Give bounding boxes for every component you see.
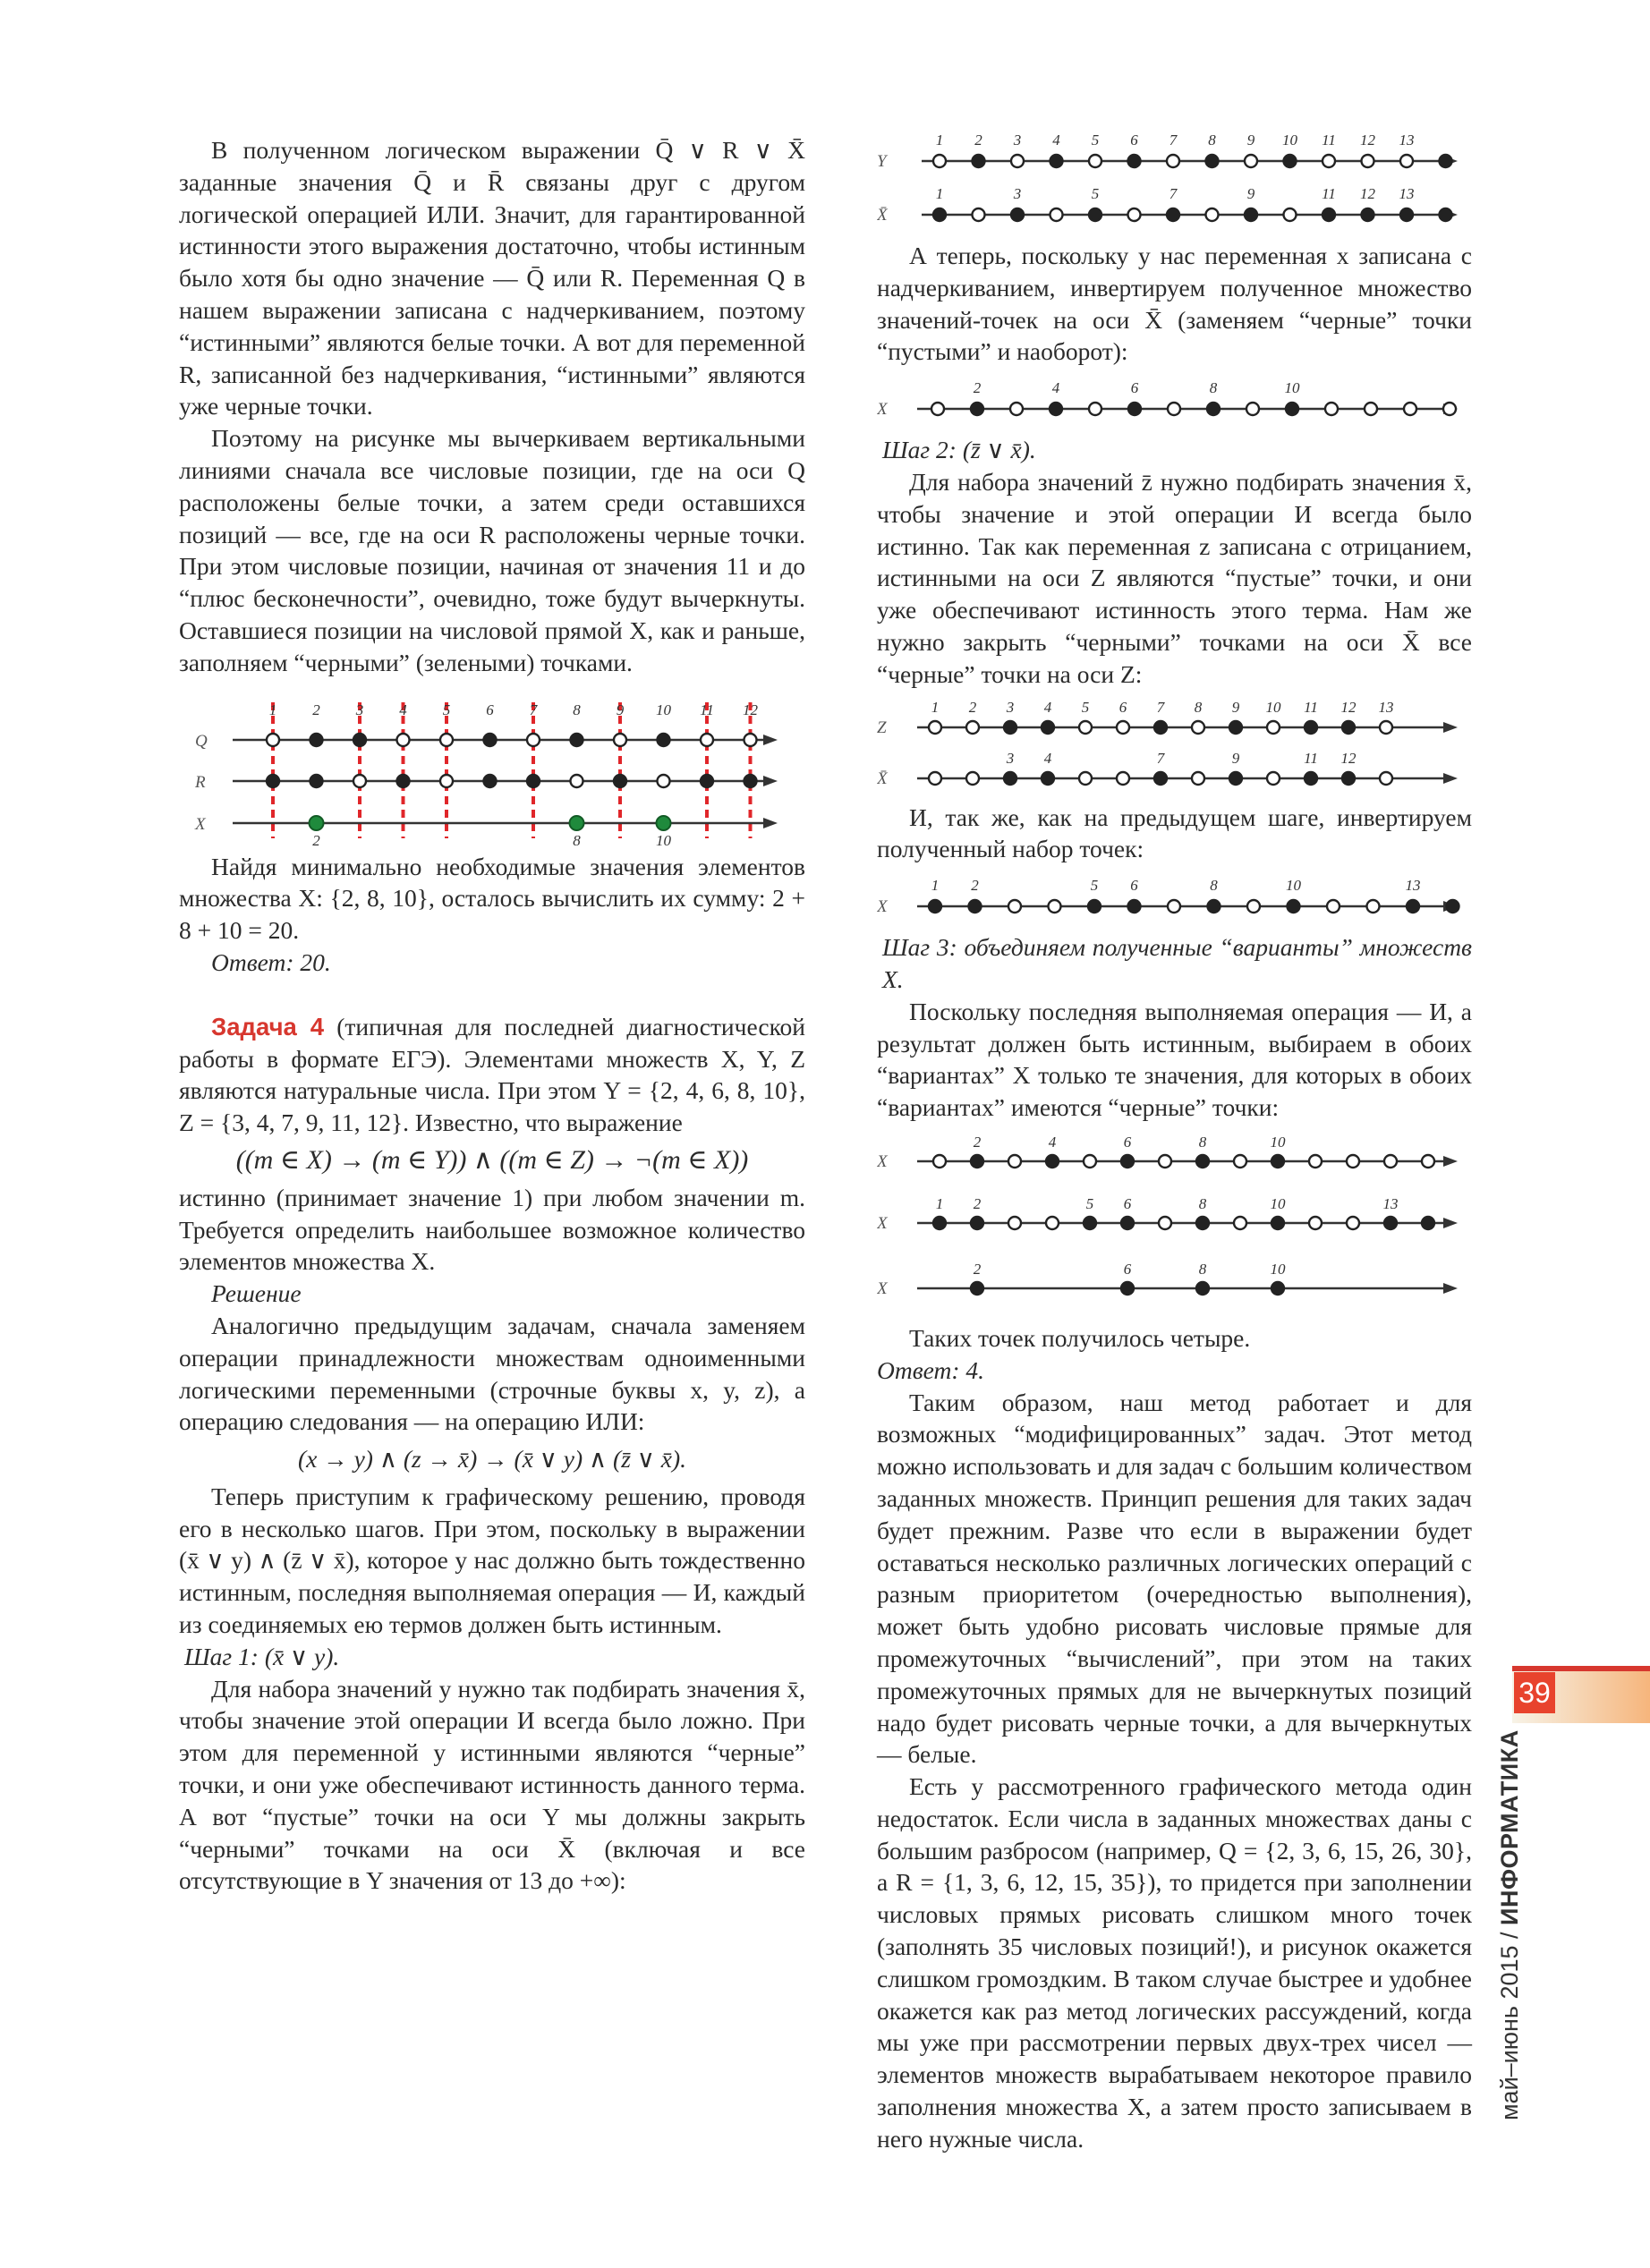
filled-dot — [1229, 721, 1242, 734]
paragraph: В полученном логическом выражении Q̄ ∨ R ∨ X̄ заданные значения Q̄ и R̄ связаны друг с другом логической операцией ИЛИ. Значит, для гарантированной истинности этого выражения достаточно, чтобы истинным было хотя бы одно значение — Q̄ или R. Переменная Q в нашем выражении записана с надчеркиванием, поэтому “истинными” являются белые точки. А вот для переменной R, записанной без надчеркивания, “истинными” являются уже черные точки. — [179, 136, 805, 420]
axis-label: X̄ — [877, 206, 888, 225]
filled-dot — [1305, 721, 1317, 734]
tick-label: 10 — [1270, 1133, 1286, 1151]
paragraph: истинно (принимает значение 1) при любом значении m. Требуется определить наибольшее возможное количество элементов множества X. — [179, 1183, 805, 1276]
tick-label: 11 — [1304, 698, 1318, 716]
filled-dot — [744, 775, 757, 787]
filled-dot — [1196, 1155, 1209, 1168]
filled-dot — [527, 775, 540, 787]
axis-label: Y — [877, 152, 887, 171]
tick-label: 3 — [1013, 132, 1022, 149]
tick-label: 13 — [1399, 132, 1415, 149]
number-line-figure-union — [877, 1129, 1472, 1317]
empty-dot — [1284, 208, 1297, 221]
answer: Ответ: 20. — [211, 947, 331, 976]
filled-dot — [1400, 208, 1413, 221]
empty-dot — [1267, 721, 1280, 734]
tick-label: 3 — [1006, 749, 1015, 767]
filled-dot — [353, 734, 366, 746]
tick-label: 13 — [1399, 185, 1415, 202]
tick-label: 9 — [1246, 132, 1255, 149]
tick-label: 5 — [442, 701, 451, 718]
empty-dot — [1384, 1155, 1397, 1168]
filled-dot — [484, 775, 497, 787]
empty-dot — [1325, 403, 1338, 415]
green-dot — [310, 816, 324, 830]
empty-dot — [933, 155, 946, 167]
empty-dot — [966, 721, 979, 734]
tick-label: 4 — [1043, 749, 1052, 767]
filled-dot — [614, 775, 626, 787]
empty-dot — [1192, 721, 1204, 734]
number-line-figure-x-inverted — [877, 373, 1472, 429]
axis-label: R — [195, 772, 206, 792]
empty-dot — [1049, 900, 1061, 913]
filled-dot — [1440, 208, 1452, 221]
tick-label: 1 — [931, 877, 940, 895]
filled-dot — [1422, 1217, 1434, 1229]
tick-label: 8 — [573, 831, 581, 845]
green-dot — [657, 816, 671, 830]
filled-dot — [1121, 1217, 1134, 1229]
tick-label: 8 — [1198, 1133, 1207, 1151]
tick-label: 1 — [935, 1194, 944, 1212]
filled-dot — [1208, 900, 1220, 913]
tick-label: 8 — [1210, 877, 1218, 895]
axis-arrow — [1443, 773, 1458, 784]
tick-label: 9 — [616, 701, 625, 718]
empty-dot — [1380, 721, 1392, 734]
empty-dot — [1400, 155, 1413, 167]
page-number: 39 — [1514, 1672, 1555, 1713]
filled-dot — [1272, 1217, 1284, 1229]
tick-label: 8 — [1194, 698, 1203, 716]
empty-dot — [614, 734, 626, 746]
empty-dot — [1347, 1155, 1359, 1168]
tick-label: 6 — [1123, 1194, 1132, 1212]
axis-label: X — [877, 1213, 888, 1233]
tick-label: 8 — [1198, 1260, 1207, 1278]
task-text: (типичная для последней диагностической работы в формате ЕГЭ). Элементами множеств X, Y, Z являются натуральные числа. При этом Y = {2, 4, 6, 8, 10}, Z = {3, 4, 7, 9, 11, 12}. Известно, что выражение — [179, 1012, 805, 1137]
tick-label: 6 — [486, 701, 494, 718]
axis-arrow — [763, 818, 778, 828]
step-heading: Шаг 1: (x̄ ∨ y). — [184, 1642, 340, 1670]
filled-dot — [1004, 721, 1016, 734]
tick-label: 6 — [1123, 1133, 1132, 1151]
filled-dot — [484, 734, 497, 746]
empty-dot — [1234, 1217, 1246, 1229]
answer: Ответ: 4. — [877, 1355, 985, 1384]
tick-label: 8 — [1208, 132, 1216, 149]
filled-dot — [1046, 1155, 1059, 1168]
tick-label: 8 — [573, 701, 581, 718]
tick-label: 5 — [1081, 698, 1090, 716]
filled-dot — [1128, 900, 1141, 913]
tick-label: 2 — [973, 1133, 982, 1151]
tick-label: 5 — [1091, 132, 1100, 149]
tick-label: 6 — [1130, 132, 1138, 149]
empty-dot — [658, 775, 670, 787]
empty-dot — [1159, 1155, 1171, 1168]
journal-name: ИНФОРМАТИКА — [1496, 1729, 1523, 1925]
formula: ((m ∈ X) → (m ∈ Y)) ∧ ((m ∈ Z) → ¬(m ∈ X)) — [235, 1144, 749, 1175]
paragraph: Найдя минимально необходимые значения элементов множества X: {2, 8, 10}, осталось вычислить их сумму: 2 + 8 + 10 = 20. — [179, 852, 805, 945]
filled-dot — [1288, 900, 1300, 913]
filled-dot — [1447, 900, 1459, 913]
empty-dot — [1327, 900, 1340, 913]
filled-dot — [701, 775, 713, 787]
tick-label: 5 — [1090, 877, 1099, 895]
filled-dot — [1305, 772, 1317, 785]
filled-dot — [1154, 721, 1167, 734]
axis-arrow — [1443, 1156, 1458, 1167]
filled-dot — [310, 734, 323, 746]
tick-label: 2 — [973, 1260, 982, 1278]
tick-label: 5 — [1091, 185, 1100, 202]
empty-dot — [1117, 721, 1129, 734]
filled-dot — [1272, 1155, 1284, 1168]
empty-dot — [527, 734, 540, 746]
filled-dot — [1154, 772, 1167, 785]
empty-dot — [931, 403, 944, 415]
empty-dot — [1246, 403, 1259, 415]
tick-label: 2 — [312, 831, 320, 845]
issue-date: май–июнь 2015 / — [1496, 1924, 1523, 2120]
filled-dot — [1206, 155, 1219, 167]
paragraph: И, так же, как на предыдущем шаге, инвертируем полученный набор точек: — [877, 803, 1472, 863]
empty-dot — [1234, 1155, 1246, 1168]
tick-label: 6 — [1130, 877, 1138, 895]
filled-dot — [1229, 772, 1242, 785]
empty-dot — [1008, 1155, 1021, 1168]
tick-label: 1 — [931, 698, 940, 716]
filled-dot — [1088, 900, 1101, 913]
axis-label: Z — [877, 718, 887, 737]
paragraph: Аналогично предыдущим задачам, сначала заменяем операции принадлежности множествам одноименными логическими переменными (строчные буквы x, y, z), а операцию следования — на операцию ИЛИ: — [179, 1311, 805, 1436]
empty-dot — [1050, 208, 1063, 221]
filled-dot — [1121, 1155, 1134, 1168]
tick-label: 3 — [1013, 185, 1022, 202]
tick-label: 1 — [935, 185, 944, 202]
tick-label: 9 — [1231, 749, 1240, 767]
filled-dot — [971, 1155, 983, 1168]
solution-heading: Решение — [211, 1279, 302, 1308]
tick-label: 12 — [1360, 132, 1375, 149]
formula: (x → y) ∧ (z → x̄) → (x̄ ∨ y) ∧ (z̄ ∨ x̄). — [297, 1445, 687, 1474]
tick-label: 8 — [1209, 379, 1218, 397]
filled-dot — [933, 1217, 946, 1229]
tick-label: 2 — [312, 701, 320, 718]
empty-dot — [1267, 772, 1280, 785]
axis-label: X̄ — [877, 769, 888, 788]
axis-label: X — [877, 1278, 888, 1298]
tick-label: 6 — [1118, 698, 1127, 716]
filled-dot — [1407, 900, 1419, 913]
filled-dot — [571, 734, 583, 746]
filled-dot — [397, 775, 410, 787]
paragraph: Теперь приступим к графическому решению, проводя его в несколько шагов. При этом, поскольку в выражении (x̄ ∨ y) ∧ (z̄ ∨ x̄), которое у нас должно быть тождественно истинным, последняя выполняемая операция — И, каждый из соединяемых ею термов должен быть истинным. — [179, 1482, 805, 1639]
empty-dot — [440, 775, 453, 787]
tick-label: 11 — [1322, 132, 1336, 149]
paragraph: Для набора значений z̄ нужно подбирать значения x̄, чтобы значение и этой операции И всегда было истинно. Так как переменная z записана с отрицанием, истинными на оси Z являются “пустые” точки, и они уже обеспечивают истинность этого терма. Нам же нужно закрыть “черными” точками на оси X̄ все “черные” точки на оси Z: — [877, 467, 1472, 688]
tick-label: 1 — [268, 701, 277, 718]
tick-label: 13 — [1382, 1194, 1399, 1212]
empty-dot — [1245, 155, 1257, 167]
filled-dot — [1384, 1217, 1397, 1229]
tick-label: 6 — [1123, 1260, 1132, 1278]
axis-label: X — [877, 1151, 888, 1171]
filled-dot — [1089, 208, 1101, 221]
tick-label: 12 — [1340, 749, 1357, 767]
filled-dot — [1011, 208, 1024, 221]
filled-dot — [1245, 208, 1257, 221]
axis-arrow — [1443, 1218, 1458, 1228]
task-paragraph — [179, 1011, 805, 1139]
empty-dot — [1422, 1155, 1434, 1168]
left-column — [179, 134, 805, 1897]
tick-label: 8 — [1198, 1194, 1207, 1212]
empty-dot — [397, 734, 410, 746]
empty-dot — [1365, 403, 1377, 415]
empty-dot — [1046, 1217, 1059, 1229]
empty-dot — [440, 734, 453, 746]
step-heading: Шаг 3: объединяем полученные “варианты” множеств X. — [882, 933, 1472, 993]
empty-dot — [1206, 208, 1219, 221]
filled-dot — [1323, 208, 1335, 221]
empty-dot — [966, 772, 979, 785]
tick-label: 7 — [529, 701, 538, 718]
paragraph: Таких точек получилось четыре. — [909, 1323, 1251, 1352]
tick-label: 2 — [971, 877, 979, 895]
filled-dot — [658, 734, 670, 746]
step-heading: Шаг 2: (z̄ ∨ x̄). — [882, 436, 1036, 464]
empty-dot — [1079, 772, 1092, 785]
empty-dot — [1008, 1217, 1021, 1229]
filled-dot — [1084, 1217, 1096, 1229]
axis-arrow — [1443, 722, 1458, 733]
tick-label: 13 — [1405, 877, 1421, 895]
filled-dot — [1272, 1282, 1284, 1295]
axis-arrow — [763, 776, 778, 786]
tick-label: 7 — [1169, 185, 1178, 202]
tick-label: 11 — [1304, 749, 1318, 767]
tick-label: 9 — [1246, 185, 1255, 202]
filled-dot — [1342, 772, 1355, 785]
empty-dot — [1159, 1217, 1171, 1229]
tick-label: 4 — [1052, 132, 1060, 149]
number-line-figure-y — [877, 127, 1472, 234]
filled-dot — [1207, 403, 1220, 415]
tick-label: 12 — [743, 701, 758, 718]
empty-dot — [1079, 721, 1092, 734]
tick-label: 2 — [973, 1194, 982, 1212]
empty-dot — [1347, 1217, 1359, 1229]
filled-dot — [1342, 721, 1355, 734]
filled-dot — [1286, 403, 1298, 415]
tick-label: 4 — [1043, 698, 1052, 716]
empty-dot — [267, 734, 279, 746]
filled-dot — [1050, 403, 1062, 415]
tick-label: 10 — [1270, 1194, 1286, 1212]
empty-dot — [1168, 900, 1180, 913]
empty-dot — [744, 734, 757, 746]
tick-label: 10 — [1286, 877, 1301, 895]
filled-dot — [310, 775, 323, 787]
paragraph: А теперь, поскольку у нас переменная x записана с надчеркиванием, инвертируем полученное множество значений-точек на оси X̄ (заменяем “черные” точки “пустыми” и наоборот): — [877, 242, 1472, 366]
empty-dot — [1443, 403, 1456, 415]
tick-label: 4 — [1048, 1133, 1057, 1151]
paragraph: Для набора значений y нужно так подбирать значения x̄, чтобы значение этой операции И всегда было ложно. При этом для переменной y истинными являются “черные” точки, и они уже обеспечивают истинность данного терма. А вот “пустые” точки на оси Y мы должны закрыть “черными” точками на оси X̄ (включая и все отсутствующие в Y значения от 13 до +∞): — [179, 1674, 805, 1895]
tick-label: 12 — [1340, 698, 1357, 716]
filled-dot — [1121, 1282, 1134, 1295]
tick-label: 4 — [399, 701, 407, 718]
filled-dot — [969, 900, 982, 913]
axis-arrow — [1443, 1283, 1458, 1294]
number-line-figure-x-inverted-2 — [877, 871, 1472, 926]
filled-dot — [1042, 772, 1054, 785]
empty-dot — [1404, 403, 1416, 415]
filled-dot — [1050, 155, 1063, 167]
tick-label: 3 — [1006, 698, 1015, 716]
tick-label: 13 — [1378, 698, 1394, 716]
filled-dot — [1440, 155, 1452, 167]
paragraph: Есть у рассмотренного графического метода один недостаток. Если числа в заданных множествах даны с большим разбросом (например, Q = {2, 3, 6, 15, 26, 30}, а R = {1, 3, 6, 12, 15, 35}), то придется при заполнении числовых прямых рисовать слишком много точек (заполнять 35 числовых позиций!), и рисунок окажется слишком громоздким. В таком случае быстрее и удобнее окажется как раз метод логических рассуждений, когда мы уже при рассмотрении первых двух-трех чисел — элементов множеств вырабатываем некоторое правило заполнения множества X, а затем просто записываем в него нужные числа. — [877, 1772, 1472, 2153]
tick-label: 1 — [935, 132, 944, 149]
empty-dot — [933, 1155, 946, 1168]
empty-dot — [1309, 1155, 1322, 1168]
empty-dot — [973, 208, 985, 221]
empty-dot — [1128, 208, 1141, 221]
empty-dot — [1167, 155, 1179, 167]
empty-dot — [1089, 155, 1101, 167]
filled-dot — [1004, 772, 1016, 785]
tick-label: 2 — [974, 132, 982, 149]
empty-dot — [929, 721, 941, 734]
right-column — [877, 134, 1472, 2155]
tick-label: 7 — [1169, 132, 1178, 149]
empty-dot — [353, 775, 366, 787]
empty-dot — [1010, 403, 1023, 415]
tick-label: 10 — [656, 831, 671, 845]
tick-label: 7 — [1156, 698, 1165, 716]
filled-dot — [1284, 155, 1297, 167]
tick-label: 7 — [1156, 749, 1165, 767]
axis-label: X — [877, 400, 888, 420]
tick-label: 2 — [968, 698, 977, 716]
axis-label: Q — [195, 731, 208, 751]
empty-dot — [1089, 403, 1101, 415]
filled-dot — [1128, 403, 1141, 415]
green-dot — [570, 816, 584, 830]
paragraph: Поэтому на рисунке мы вычеркиваем вертикальными линиями сначала все числовые позиции, где на оси Q расположены белые точки, а затем среди оставшихся позиций — все, где на оси R расположены черные точки. При этом числовые позиции, начиная от значения 11 и до “плюс бесконечности”, очевидно, тоже будут вычеркнуты. Оставшиеся позиции на числовой прямой X, как и раньше, заполняем “черными” (зелеными) точками. — [179, 424, 805, 676]
filled-dot — [933, 208, 946, 221]
empty-dot — [1192, 772, 1204, 785]
filled-dot — [1042, 721, 1054, 734]
tick-label: 11 — [700, 701, 714, 718]
empty-dot — [1117, 772, 1129, 785]
filled-dot — [971, 1217, 983, 1229]
number-line-figure-qrx — [179, 684, 805, 845]
axis-arrow — [763, 735, 778, 745]
empty-dot — [1011, 155, 1024, 167]
axis-label: X — [195, 814, 206, 834]
empty-dot — [1380, 772, 1392, 785]
empty-dot — [1168, 403, 1180, 415]
running-head — [1496, 1729, 1524, 2120]
empty-dot — [1008, 900, 1021, 913]
filled-dot — [1196, 1217, 1209, 1229]
filled-dot — [971, 1282, 983, 1295]
tick-label: 4 — [1051, 379, 1060, 397]
paragraph: Поскольку последняя выполняемая операция — И, а результат должен быть истинным, выбираем в обоих “вариантах” X только те значения, для которых в обоих “вариантах” имеются “черные” точки: — [877, 997, 1472, 1122]
empty-dot — [1367, 900, 1380, 913]
filled-dot — [929, 900, 941, 913]
tick-label: 11 — [1322, 185, 1336, 202]
tick-label: 10 — [1282, 132, 1297, 149]
tick-label: 10 — [1284, 379, 1300, 397]
tick-label: 12 — [1360, 185, 1375, 202]
filled-dot — [1128, 155, 1141, 167]
empty-dot — [1309, 1217, 1322, 1229]
filled-dot — [1196, 1282, 1209, 1295]
tick-label: 5 — [1085, 1194, 1094, 1212]
empty-dot — [701, 734, 713, 746]
empty-dot — [1084, 1155, 1096, 1168]
filled-dot — [267, 775, 279, 787]
filled-dot — [1362, 208, 1374, 221]
task-label: Задача 4 — [211, 1012, 325, 1041]
empty-dot — [1362, 155, 1374, 167]
tick-label: 10 — [656, 701, 671, 718]
number-line-figure-z — [877, 696, 1472, 796]
tick-label: 10 — [1270, 1260, 1286, 1278]
empty-dot — [1323, 155, 1335, 167]
tick-label: 9 — [1231, 698, 1240, 716]
filled-dot — [971, 403, 983, 415]
paragraph: Таким образом, наш метод работает и для возможных “модифицированных” задач. Этот метод можно использовать и для задач с большим количеством заданных множеств. Принцип решения для таких задач будет прежним. Разве что если в выражении будет оставаться несколько различных логических операций с разным приоритетом (очередностью выполнения), может быть удобно рисовать числовые прямые для промежуточных “вычислений”, при этом на таких промежуточных прямых для не вычеркнутых позиций надо будет рисовать черные точки, а для вычеркнутых — белые. — [877, 1388, 1472, 1769]
tick-label: 10 — [1265, 698, 1281, 716]
tick-label: 6 — [1130, 379, 1139, 397]
empty-dot — [571, 775, 583, 787]
tick-label: 3 — [355, 701, 364, 718]
empty-dot — [929, 772, 941, 785]
tick-label: 2 — [973, 379, 982, 397]
empty-dot — [1247, 900, 1260, 913]
axis-label: X — [877, 897, 888, 917]
filled-dot — [973, 155, 985, 167]
filled-dot — [1167, 208, 1179, 221]
